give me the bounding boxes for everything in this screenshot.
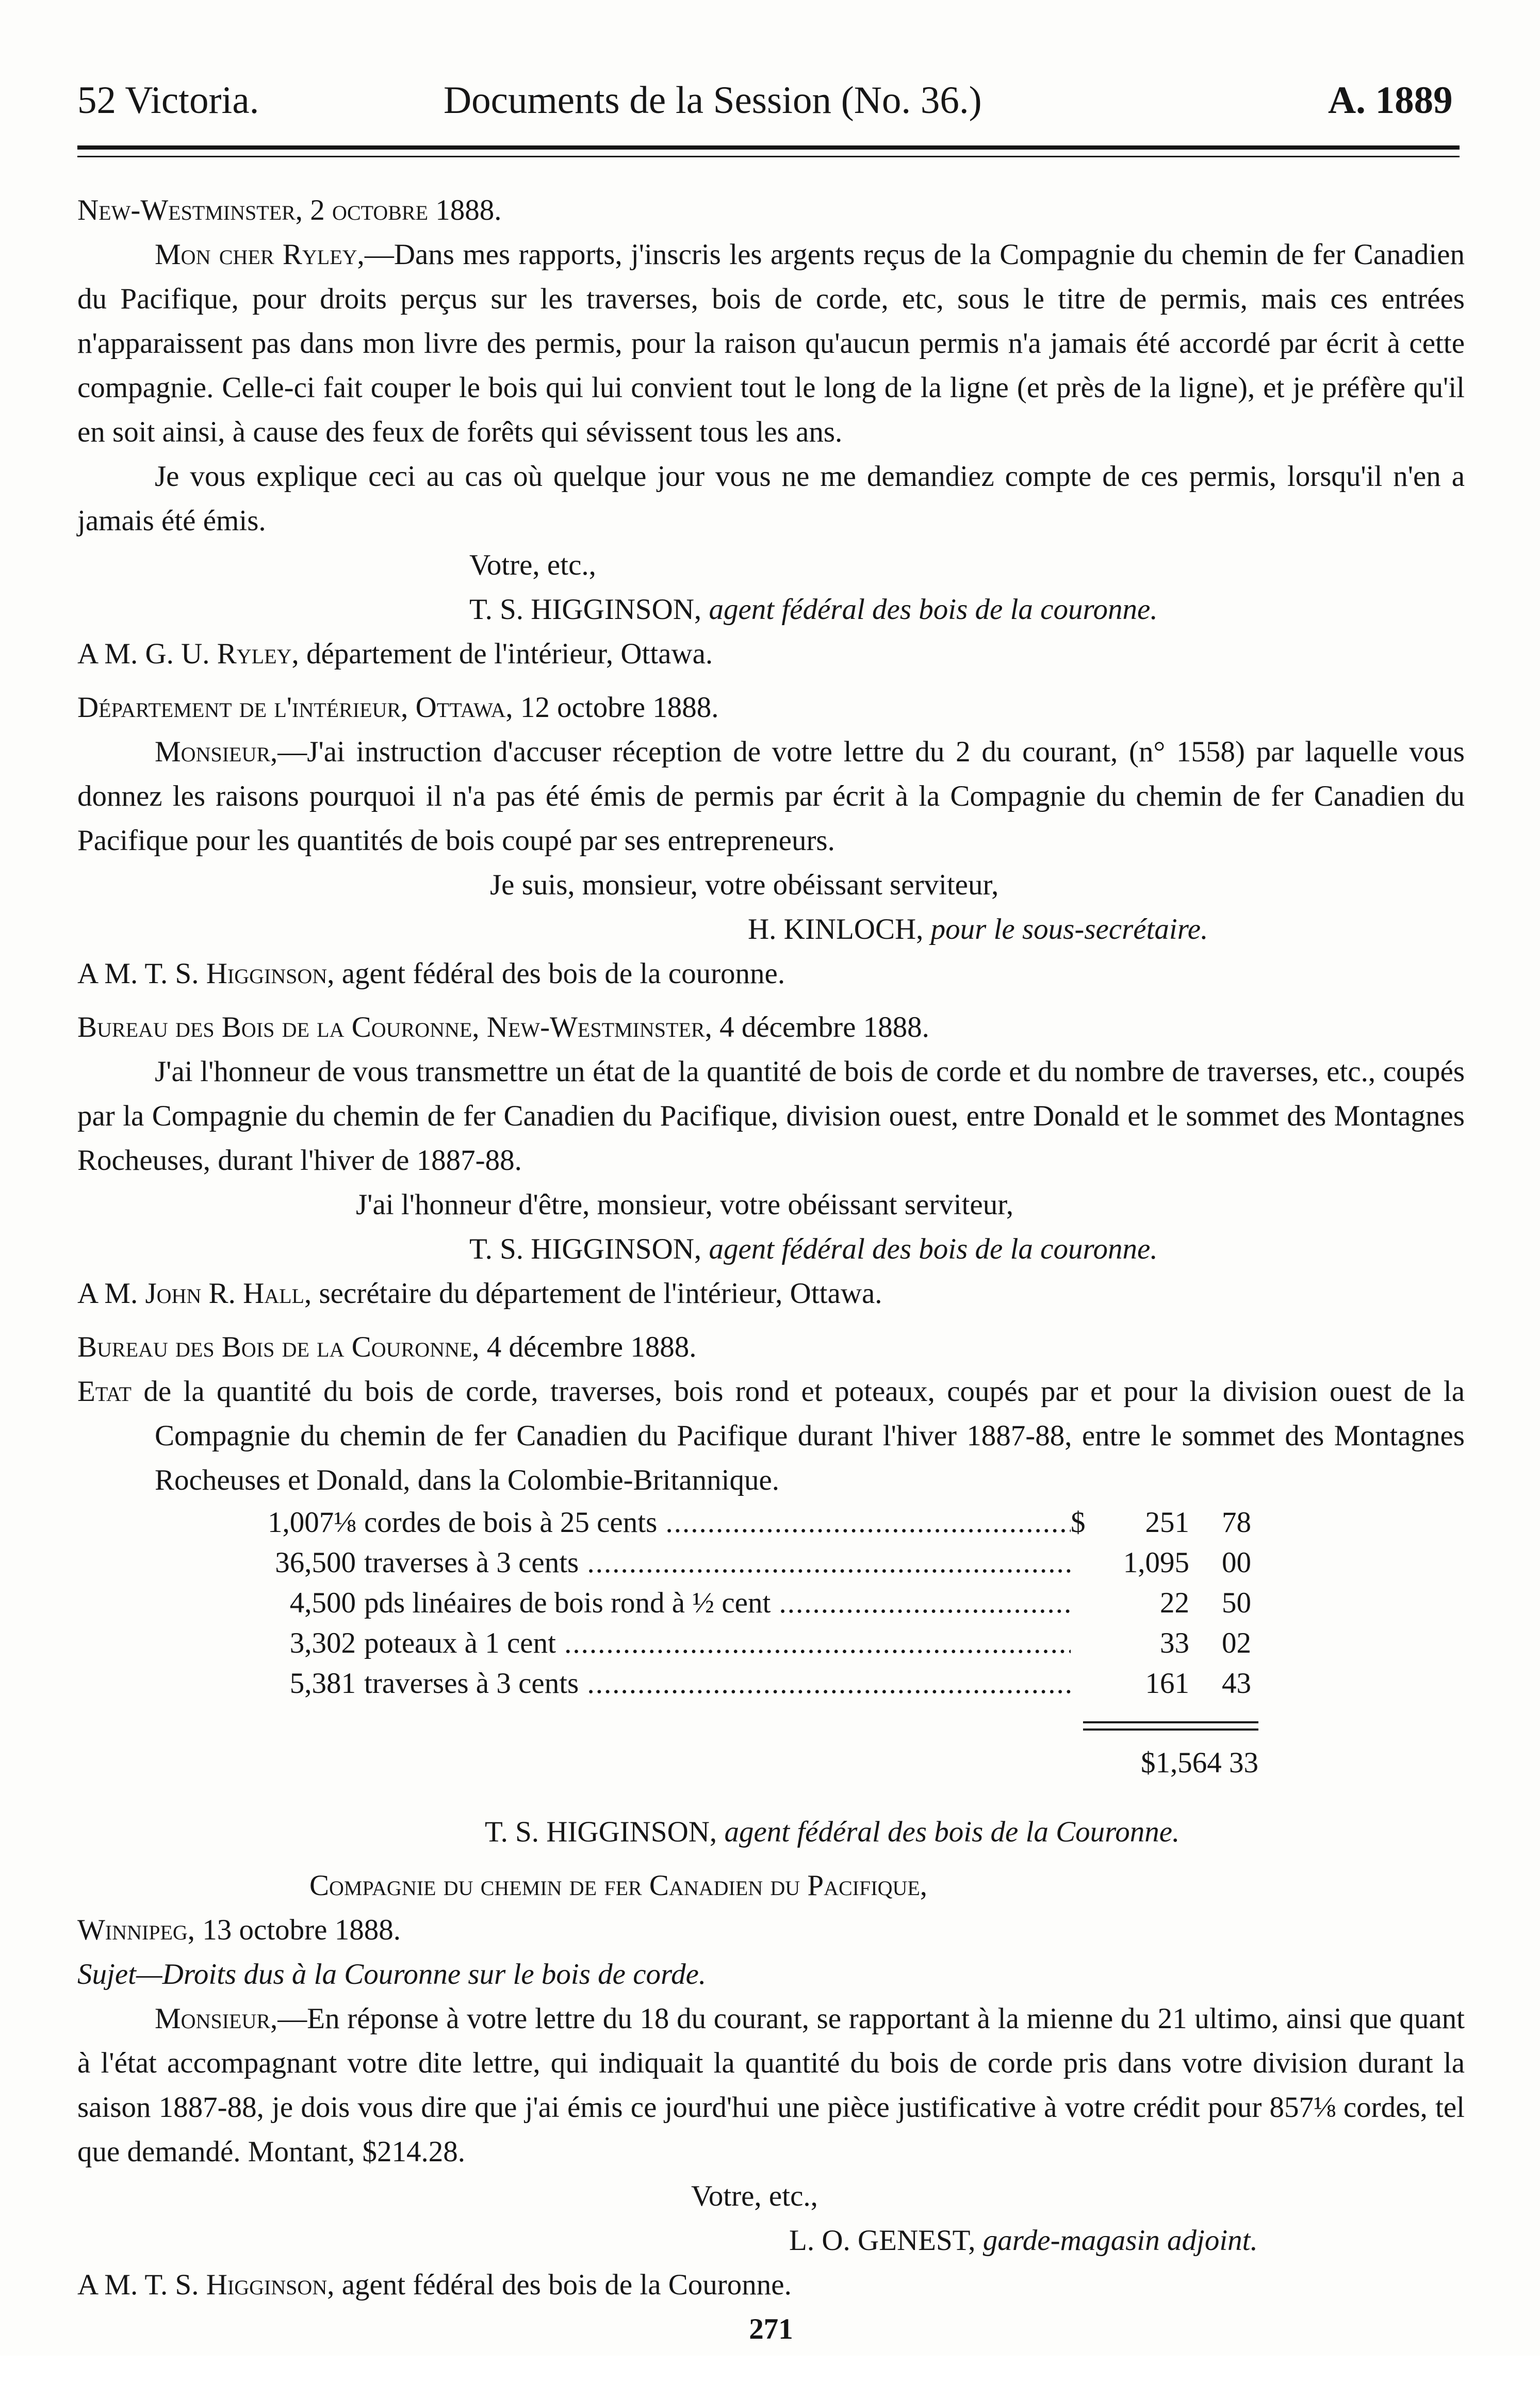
table-row xyxy=(227,1543,1251,1583)
item-qty: 1,007⅛ xyxy=(268,1506,356,1539)
addressee-name: John R. Hall, xyxy=(145,1277,312,1310)
salutation: Mon cher Ryley, xyxy=(155,238,365,271)
total-rule xyxy=(1083,1721,1258,1723)
addressee-line xyxy=(77,952,1465,996)
item-desc: poteaux à 1 cent ..... xyxy=(364,1627,1071,1659)
addressee-prefix: A M. xyxy=(77,1277,138,1310)
spacer xyxy=(77,996,1465,1005)
signature-line xyxy=(77,2219,1465,2263)
salutation: Monsieur, xyxy=(155,2002,278,2035)
subject-line: Sujet—Droits dus à la Couronne sur le bois de corde. xyxy=(77,1958,707,1991)
dateline-place: Bureau des Bois de la Couronne, New-Westminster, xyxy=(77,1011,712,1043)
dateline-place: Bureau des Bois de la Couronne, xyxy=(77,1331,480,1363)
signer-name: T. S. HIGGINSON, xyxy=(469,593,702,626)
dateline-date: 4 décembre 1888. xyxy=(486,1331,697,1363)
statement-intro-text: de la quantité du bois de corde, traverses, bois rond et poteaux, coupés par et pour la division ouest de la Compagnie du chemin de fer Canadien du Pacifique durant l'hiver 1887-88, entre le sommet des Montagnes Rocheuses et Donald, dans la Colombie-Britannique. xyxy=(143,1375,1465,1496)
closing: Je suis, monsieur, votre obéissant serviteur, xyxy=(490,869,999,901)
dateline-date: 12 octobre 1888. xyxy=(520,691,719,724)
signer-name: T. S. HIGGINSON, xyxy=(469,1233,702,1265)
signature-line xyxy=(77,907,1465,952)
addressee-rest: département de l'intérieur, Ottawa. xyxy=(306,638,713,670)
table-row xyxy=(227,1503,1251,1543)
item-cents: 02 xyxy=(1222,1627,1251,1659)
addressee-rest: secrétaire du département de l'intérieur, Ottawa. xyxy=(319,1277,882,1310)
header-rule xyxy=(77,145,1460,150)
signer-title: garde-magasin adjoint. xyxy=(982,2224,1258,2257)
header-rule-thin xyxy=(77,156,1460,157)
item-dollars: 251 xyxy=(1145,1506,1189,1539)
dateline xyxy=(77,1005,1465,1050)
addressee-rest: agent fédéral des bois de la Couronne. xyxy=(341,2269,792,2301)
dateline-place: Département de l'intérieur, Ottawa, xyxy=(77,691,513,724)
spacer xyxy=(77,676,1465,686)
signer-title: agent fédéral des bois de la couronne. xyxy=(709,1233,1158,1265)
dateline: New-Westminster, 2 octobre 1888. xyxy=(77,194,502,226)
addressee-rest: agent fédéral des bois de la couronne. xyxy=(341,957,785,990)
closing: Votre, etc., xyxy=(691,2180,818,2212)
statement xyxy=(77,1325,1465,1854)
closing: J'ai l'honneur d'être, monsieur, votre obéissant serviteur, xyxy=(356,1188,1014,1221)
closing: Votre, etc., xyxy=(469,549,596,581)
dateline-place: Winnipeg, xyxy=(77,1914,195,1946)
dateline: Compagnie du chemin de fer Canadien du Pacifique, xyxy=(309,1869,928,1902)
addressee-name: Higginson, xyxy=(206,957,335,990)
statement-intro xyxy=(77,1369,1465,1503)
statement-heading: Etat xyxy=(77,1375,132,1408)
table-row xyxy=(227,1664,1251,1704)
paragraph-text: —En réponse à votre lettre du 18 du courant, se rapportant à la mienne du 21 ultimo, ainsi que quant à l'état accompagnant votre dite lettre, qui indiquait la quantité du bois de corde pris dans votre division durant la saison 1887-88, je dois vous dire que j'ai émis ce jourd'hui une pièce justificative à votre crédit pour 857⅛ cordes, tel que demandé. Montant, $214.28. xyxy=(77,2002,1465,2168)
item-desc: cordes de bois à 25 cents ..... xyxy=(364,1506,1071,1539)
paragraph-text: —J'ai instruction d'accuser réception de votre lettre du 2 du courant, (n° 1558) par laquelle vous donnez les raisons pourquoi il n'a pas été émis de permis par écrit à la Compagnie du chemin de fer Canadien du Pacifique pour les quantités de bois coupé par ses entrepreneurs. xyxy=(77,736,1465,857)
signer-name: L. O. GENEST, xyxy=(789,2224,976,2257)
page-number: 271 xyxy=(749,2313,793,2345)
dateline-date: 4 décembre 1888. xyxy=(719,1011,929,1043)
statement-table xyxy=(227,1503,1251,1704)
signer-title: agent fédéral des bois de la couronne. xyxy=(709,593,1158,626)
letter-paragraph xyxy=(77,730,1465,863)
statement-total: $1,564 33 xyxy=(1141,1747,1258,1779)
item-cents: 43 xyxy=(1222,1667,1251,1700)
item-cents: 78 xyxy=(1222,1506,1251,1539)
letter-paragraph: Je vous explique ceci au cas où quelque jour vous ne me demandiez compte de ces permis, lorsqu'il n'en a jamais été émis. xyxy=(77,460,1465,537)
addressee-line xyxy=(77,2263,1465,2307)
signer-title: pour le sous-secrétaire. xyxy=(930,913,1208,945)
dateline-date: 13 octobre 1888. xyxy=(202,1914,401,1946)
header-title: Documents de la Session (No. 36.) xyxy=(444,79,982,122)
letter-paragraph: J'ai l'honneur de vous transmettre un état de la quantité de bois de corde et du nombre de traverses, etc., coupés par la Compagnie du chemin de fer Canadien du Pacifique, division ouest, entre Donald et le sommet des Montagnes Rocheuses, durant l'hiver de 1887-88. xyxy=(77,1055,1465,1177)
signer-name: T. S. HIGGINSON, xyxy=(485,1816,717,1848)
signer-title: agent fédéral des bois de la Couronne. xyxy=(724,1816,1180,1848)
addressee-name: Ryley, xyxy=(217,638,299,670)
addressee-prefix: A M. T. S. xyxy=(77,2269,199,2301)
item-qty: 4,500 xyxy=(289,1587,356,1619)
letter-paragraph xyxy=(77,1997,1465,2174)
table-row xyxy=(227,1623,1251,1664)
item-desc: traverses à 3 cents ..... xyxy=(364,1546,1071,1579)
item-dollars: 33 xyxy=(1160,1627,1189,1659)
addressee-name: Higginson, xyxy=(206,2269,335,2301)
document-body xyxy=(77,188,1465,2381)
dateline xyxy=(77,1908,1465,1952)
item-dollars: 22 xyxy=(1160,1587,1189,1619)
item-dollars: 1,095 xyxy=(1123,1546,1189,1579)
letter-kinloch xyxy=(77,686,1465,996)
item-dollars: 161 xyxy=(1145,1667,1189,1700)
signature-line xyxy=(77,1810,1465,1854)
addressee-prefix: A M. G. U. xyxy=(77,638,210,670)
item-desc: pds linéaires de bois rond à ½ cent ..... xyxy=(364,1587,1071,1619)
letter-paragraph xyxy=(77,233,1465,454)
item-qty: 5,381 xyxy=(289,1667,356,1700)
spacer xyxy=(77,1316,1465,1325)
paragraph-text: —Dans mes rapports, j'inscris les argents reçus de la Compagnie du chemin de fer Canadien du Pacifique, pour droits perçus sur les traverses, bois de corde, etc, sous le titre de permis, mais ces entrées n'apparaissent pas dans mon livre des permis, pour la raison qu'aucun permis n'a jamais été accordé par écrit à cette compagnie. Celle-ci fait couper le bois qui lui convient tout le long de la ligne (et près de la ligne), et je préfère qu'il en soit ainsi, à cause des feux de forêts qui sévissent tous les ans. xyxy=(77,238,1465,448)
addressee-line xyxy=(77,632,1465,676)
header-year: A. 1889 xyxy=(1328,79,1453,122)
salutation: Monsieur, xyxy=(155,736,278,768)
dateline xyxy=(77,1325,1465,1369)
signer-name: H. KINLOCH, xyxy=(748,913,924,945)
addressee-line xyxy=(77,1271,1465,1316)
item-qty: 36,500 xyxy=(275,1546,356,1579)
item-desc: traverses à 3 cents ..... xyxy=(364,1667,1071,1700)
spacer xyxy=(77,1854,1465,1864)
signature-line xyxy=(77,1227,1465,1271)
header-session: 52 Victoria. xyxy=(77,79,259,122)
item-cents: 50 xyxy=(1222,1587,1251,1619)
letter-genest xyxy=(77,1864,1465,2307)
letter-hall xyxy=(77,1005,1465,1316)
addressee-prefix: A M. T. S. xyxy=(77,957,199,990)
letter-ryley xyxy=(77,188,1465,676)
item-cents: 00 xyxy=(1222,1546,1251,1579)
dateline xyxy=(77,686,1465,730)
currency-sign: $ xyxy=(1071,1506,1086,1539)
total-rule xyxy=(1083,1728,1258,1731)
signature-line xyxy=(77,588,1465,632)
item-qty: 3,302 xyxy=(289,1627,356,1659)
table-row xyxy=(227,1583,1251,1623)
